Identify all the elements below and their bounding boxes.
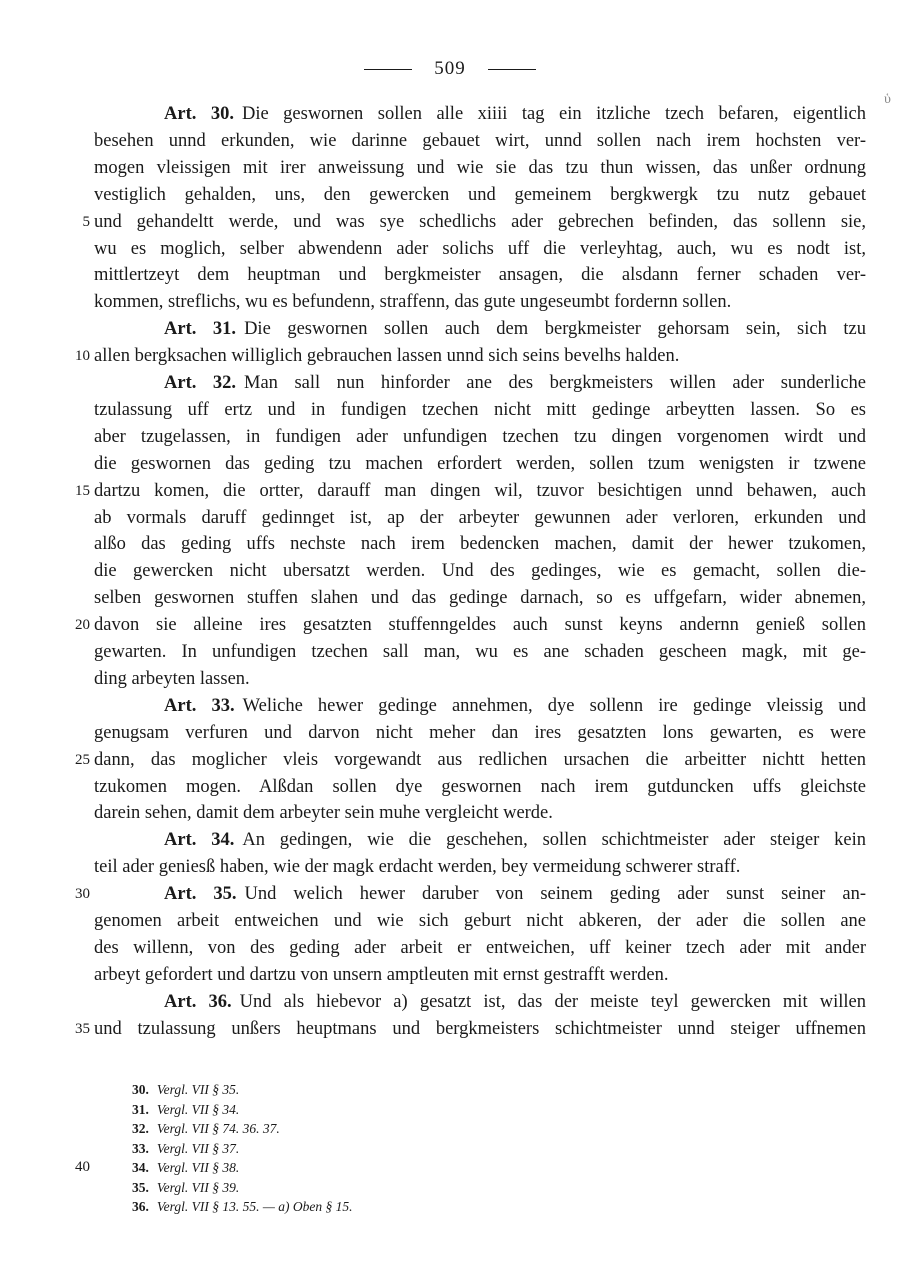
line-text: davon sie alleine ires gesatzten stuffenngeldes auch sunst keyns andernn genieß sollen	[94, 615, 866, 636]
footnote	[132, 1139, 239, 1158]
text-line	[94, 505, 866, 531]
line-text: Und als hiebevor a) gesatzt ist, das der meiste teyl gewercken mit willen	[239, 991, 866, 1012]
article-label: Art. 36.	[164, 991, 232, 1012]
line-number: 30	[75, 886, 90, 903]
text-line	[94, 531, 866, 557]
text-line	[94, 289, 866, 315]
footnote-number: 33.	[132, 1140, 149, 1156]
footnote-reference: Vergl. VII § 13. 55. — a) Oben § 15.	[156, 1199, 353, 1214]
text-line	[94, 962, 866, 988]
line-text: ab vormals daruff gedinnget ist, ap der arbeyter gewunnen ader verloren, erkunden und	[94, 507, 866, 528]
line-text: mogen vleissigen mit irer anweissung und wie sie das tzu thun wissen, das unßer ordnung	[94, 157, 866, 178]
footnote	[132, 1158, 239, 1177]
footnote-reference: Vergl. VII § 37.	[156, 1140, 240, 1156]
text-line	[94, 558, 866, 584]
line-text: und tzulassung unßers heuptmans und bergkmeisters schichtmeister unnd steiger uffnemen	[94, 1018, 866, 1039]
text-line	[94, 585, 866, 611]
line-text: allen bergksachen williglich gebrauchen lassen unnd sich seins bevelhs halden.	[94, 346, 680, 367]
line-text: besehen unnd erkunden, wie darinne gebauet wirt, unnd sollen nach irem hochsten ver-	[94, 130, 866, 151]
text-line	[94, 155, 866, 181]
line-text: dann, das moglicher vleis vorgewandt aus redlichen ursachen die arbeitter nichtt hetten	[94, 749, 866, 770]
line-text: Und welich hewer daruber von seinem geding ader sunst seiner an-	[244, 884, 866, 905]
line-number: 5	[82, 213, 90, 230]
line-number: 20	[75, 617, 90, 634]
line-text: wu es moglich, selber abwendenn ader solichs uff die verleyhtag, auch, wu es nodt ist,	[94, 238, 866, 259]
text-line	[94, 800, 866, 826]
article-label: Art. 31.	[164, 319, 237, 340]
line-number: 10	[75, 348, 90, 365]
text-line	[94, 209, 866, 235]
line-text: Man sall nun hinforder ane des bergkmeisters willen ader sunderliche	[244, 373, 867, 393]
line-text: und gehandeltt werde, und was sye schedlichs ader gebrechen befinden, das sollenn sie,	[94, 211, 866, 232]
text-line	[164, 370, 866, 396]
line-text: tzukomen mogen. Alßdan sollen dye geswornen nach irem gutduncken uffs gleichste	[94, 776, 866, 797]
text-line	[94, 343, 866, 369]
text-line	[94, 854, 866, 880]
line-text: genugsam verfuren und darvon nicht meher dan ires gesatzten lons gewarten, es were	[94, 722, 866, 743]
footnote	[132, 1119, 280, 1138]
text-line	[94, 747, 866, 773]
line-text: ding arbeyten lassen.	[94, 668, 250, 689]
line-text: aber tzugelassen, in fundigen ader unfundigen tzechen tzu dingen vorgenomen wirdt und	[94, 426, 866, 447]
text-line	[94, 666, 866, 692]
text-line	[94, 128, 866, 154]
line-text: die gewercken nicht ubersatzt werden. Und des gedinges, wie es gemacht, sollen die-	[94, 561, 866, 582]
line-text: genomen arbeit entweichen und wie sich geburt nicht abkeren, der ader die sollen ane	[94, 911, 866, 931]
article-label: Art. 32.	[164, 373, 237, 393]
article-label: Art. 35.	[164, 884, 237, 905]
footnote-number: 30.	[132, 1082, 149, 1097]
line-text: teil ader geniesß haben, wie der magk erdacht werden, bey vermeidung schwerer straff.	[94, 857, 741, 878]
page-number: 509	[434, 58, 466, 79]
line-text: mittlertzeyt dem heuptman und bergkmeister ansagen, die alsdann ferner schaden ver-	[94, 265, 866, 286]
line-text: tzulassung uff ertz und in fundigen tzechen nicht mitt gedinge arbeytten lassen. So es	[94, 399, 866, 420]
footnote-number: 34.	[132, 1160, 149, 1175]
line-text: An gedingen, wie die geschehen, sollen schichtmeister ader steiger kein	[242, 830, 866, 851]
text-line	[164, 693, 866, 719]
text-line	[94, 262, 866, 288]
text-line	[94, 424, 866, 450]
footnote-reference: Vergl. VII § 38.	[156, 1160, 240, 1175]
text-line	[94, 639, 866, 665]
text-line	[94, 478, 866, 504]
line-text: des willenn, von des geding ader arbeit er entweichen, uff keiner tzech ader mit ander	[94, 937, 866, 958]
text-line	[94, 935, 866, 961]
line-number: 40	[75, 1159, 90, 1175]
footnote	[132, 1080, 239, 1099]
text-line	[164, 316, 866, 342]
text-line	[164, 101, 866, 127]
text-line	[94, 720, 866, 746]
footnote-reference: Vergl. VII § 35.	[156, 1082, 240, 1097]
header-rule-left	[364, 69, 412, 70]
line-text: Die geswornen sollen alle xiiii tag ein itzliche tzech befaren, eigentlich	[241, 104, 867, 124]
footnote-reference: Vergl. VII § 34.	[156, 1101, 240, 1117]
text-line	[94, 182, 866, 208]
margin-scribble: ὑ	[884, 92, 891, 107]
footnote	[132, 1100, 239, 1119]
text-line	[164, 827, 866, 853]
footnote-number: 36.	[132, 1199, 149, 1214]
line-text: alßo das geding uffs nechste nach irem bedencken machen, damit der hewer tzukomen,	[94, 534, 866, 555]
line-text: die geswornen das geding tzu machen erfordert werden, sollen tzum wenigsten ir tzwene	[94, 453, 866, 474]
article-label: Art. 34.	[164, 830, 235, 851]
line-text: darein sehen, damit dem arbeyter sein muhe vergleicht werde.	[94, 803, 553, 824]
text-line	[164, 989, 866, 1015]
line-text: kommen, streflichs, wu es befundenn, straffenn, das gute ungeseumbt fordernn sollen.	[94, 292, 732, 313]
footnote-reference: Vergl. VII § 39.	[156, 1179, 240, 1195]
line-text: dartzu komen, die ortter, darauff man dingen wil, tzuvor besichtigen unnd behawen, auch	[94, 480, 866, 501]
footnote-number: 31.	[132, 1101, 149, 1117]
line-text: selben geswornen stuffen slahen und das gedinge darnach, so es uffgefarn, wider abnemen,	[94, 588, 866, 609]
text-line	[94, 236, 866, 262]
line-number: 15	[75, 482, 90, 499]
text-line	[94, 908, 866, 934]
text-line	[94, 451, 866, 477]
text-line	[94, 612, 866, 638]
page-header	[0, 58, 900, 80]
text-line	[94, 774, 866, 800]
article-label: Art. 33.	[164, 695, 235, 716]
footnote	[132, 1178, 239, 1197]
header-rule-right	[488, 69, 536, 70]
line-text: Die geswornen sollen auch dem bergkmeister gehorsam sein, sich tzu	[244, 319, 867, 340]
footnote-number: 35.	[132, 1179, 149, 1195]
text-line	[94, 397, 866, 423]
line-number: 25	[75, 751, 90, 768]
text-line	[164, 881, 866, 907]
line-number: 35	[75, 1020, 90, 1037]
footnote	[132, 1197, 352, 1216]
line-text: arbeyt gefordert und dartzu von unsern amptleuten mit ernst gestrafft werden.	[94, 964, 669, 985]
text-line	[94, 1016, 866, 1042]
line-text: gewarten. In unfundigen tzechen sall man, wu es ane schaden gescheen magk, mit ge-	[94, 642, 866, 662]
line-text: Weliche hewer gedinge annehmen, dye sollenn ire gedinge vleissig und	[242, 695, 867, 716]
footnote-number: 32.	[132, 1121, 149, 1136]
line-text: vestiglich gehalden, uns, den gewercken und gemeinem bergkwergk tzu nutz gebauet	[94, 184, 866, 205]
article-label: Art. 30.	[164, 104, 234, 124]
footnote-reference: Vergl. VII § 74. 36. 37.	[156, 1121, 280, 1136]
